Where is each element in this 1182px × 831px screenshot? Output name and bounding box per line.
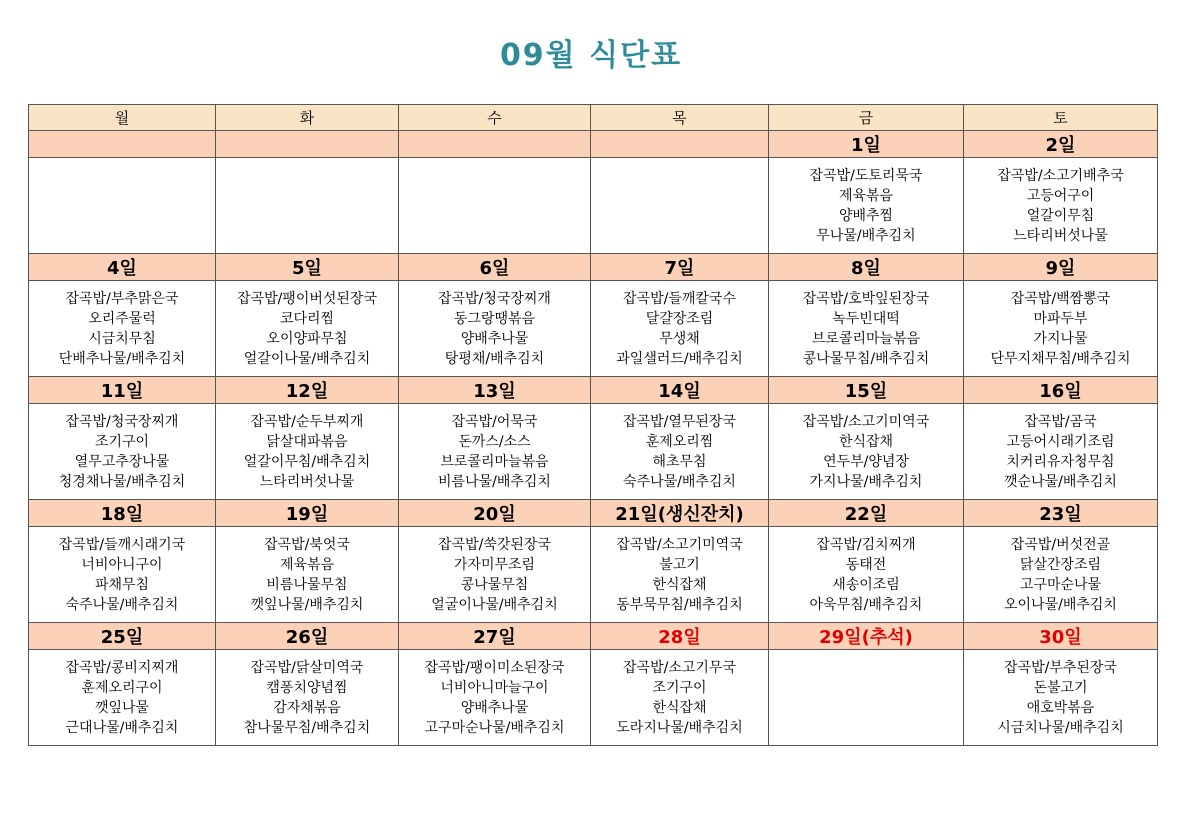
date-cell: 21일(생신잔치)	[591, 500, 769, 527]
menu-item: 조기구이	[94, 433, 150, 450]
menu-cell	[29, 281, 216, 377]
menu-cell	[399, 527, 591, 623]
menu-item: 잡곡밥/부추맑은국	[65, 290, 179, 307]
menu-item: 고구마순나물/배추김치	[424, 719, 565, 736]
menu-item: 얼갈이나물/배추김치	[243, 350, 371, 367]
date-cell: 25일	[29, 623, 216, 650]
menu-item: 잡곡밥/청국장찌개	[438, 290, 551, 307]
menu-row	[29, 158, 1158, 254]
menu-item: 잡곡밥/도토리묵국	[809, 167, 923, 184]
menu-item: 비름나물무침	[266, 576, 348, 593]
menu-item: 제육볶음	[838, 187, 894, 204]
menu-item: 양배추찜	[838, 207, 894, 224]
menu-item: 잡곡밥/닭살미역국	[250, 659, 364, 676]
menu-item: 불고기	[659, 556, 700, 573]
menu-item: 녹두빈대떡	[832, 310, 900, 327]
menu-item: 달걀장조림	[645, 310, 714, 327]
date-cell: 28일	[591, 623, 769, 650]
menu-item: 동그랑땡볶음	[453, 310, 536, 327]
menu-item: 잡곡밥/소고기미역국	[802, 413, 930, 430]
menu-cell	[591, 158, 769, 254]
menu-item: 깻순나물/배추김치	[1004, 473, 1117, 490]
menu-item: 연두부/양념장	[823, 453, 909, 470]
menu-item: 청경채나물/배추김치	[58, 473, 186, 490]
date-cell: 19일	[216, 500, 399, 527]
weekday-header: 토	[964, 105, 1158, 131]
menu-item: 가지나물	[1033, 330, 1088, 347]
date-cell: 9일	[964, 254, 1158, 281]
menu-item: 감자채볶음	[273, 699, 341, 716]
menu-row	[29, 281, 1158, 377]
date-cell: 7일	[591, 254, 769, 281]
page-title: 09월 식단표	[499, 38, 683, 73]
menu-cell	[216, 281, 399, 377]
menu-cell	[769, 404, 964, 500]
menu-item: 한식잡채	[838, 433, 894, 450]
menu-cell	[399, 404, 591, 500]
menu-item: 단배추나물/배추김치	[58, 350, 186, 367]
menu-item: 얼갈이무침/배추김치	[243, 453, 371, 470]
menu-cell	[399, 281, 591, 377]
menu-cell	[216, 404, 399, 500]
menu-item: 훈제오리찜	[645, 433, 714, 450]
menu-item: 코다리찜	[279, 310, 335, 327]
menu-item: 한식잡채	[652, 576, 707, 593]
menu-item: 무생채	[659, 330, 700, 347]
menu-cell	[769, 650, 964, 746]
menu-item: 닭살대파볶음	[266, 433, 348, 450]
menu-item: 오리주물럭	[88, 310, 156, 327]
menu-cell	[964, 281, 1158, 377]
weekday-header: 월	[29, 105, 216, 131]
menu-cell	[399, 158, 591, 254]
menu-cell	[591, 650, 769, 746]
menu-item: 잡곡밥/팽이버섯된장국	[237, 290, 377, 307]
date-row	[29, 254, 1158, 281]
menu-item: 동부묵무침/배추김치	[616, 596, 743, 613]
menu-cell	[29, 650, 216, 746]
weekday-header: 화	[216, 105, 399, 131]
date-row	[29, 623, 1158, 650]
menu-cell	[216, 527, 399, 623]
date-row	[29, 377, 1158, 404]
weekday-header: 금	[769, 105, 964, 131]
menu-item: 고구마순나물	[1019, 576, 1102, 593]
menu-item: 시금치나물/배추김치	[997, 719, 1124, 736]
menu-item: 깻잎나물/배추김치	[250, 596, 364, 613]
menu-item: 잡곡밥/부추된장국	[1004, 659, 1117, 676]
menu-item: 콩나물무침/배추김치	[802, 350, 930, 367]
menu-item: 닭살간장조림	[1019, 556, 1102, 573]
date-cell: 13일	[399, 377, 591, 404]
menu-item: 숙주나물/배추김치	[623, 473, 736, 490]
menu-item: 브로콜리마늘볶음	[811, 330, 921, 347]
date-cell: 22일	[769, 500, 964, 527]
date-cell: 30일	[964, 623, 1158, 650]
menu-item: 도라지나물/배추김치	[616, 719, 743, 736]
date-cell: 27일	[399, 623, 591, 650]
date-cell: 26일	[216, 623, 399, 650]
menu-item: 얼갈이무침	[1026, 207, 1095, 224]
menu-cell	[769, 527, 964, 623]
menu-cell	[964, 158, 1158, 254]
menu-item: 고등어시래기조림	[1006, 433, 1115, 450]
menu-row	[29, 404, 1158, 500]
menu-item: 잡곡밥/순두부찌개	[250, 413, 364, 430]
menu-row	[29, 650, 1158, 746]
menu-item: 브로콜리마늘볶음	[440, 453, 549, 470]
menu-cell	[769, 158, 964, 254]
menu-item: 훈제오리구이	[81, 679, 163, 696]
menu-item: 숙주나물/배추김치	[65, 596, 179, 613]
menu-cell	[399, 650, 591, 746]
menu-item: 비름나물/배추김치	[438, 473, 551, 490]
menu-cell	[29, 527, 216, 623]
menu-table	[28, 104, 1158, 746]
menu-item: 얼굴이나물/배추김치	[431, 596, 558, 613]
date-row	[29, 500, 1158, 527]
weekday-header: 수	[399, 105, 591, 131]
menu-item: 느타리버섯나물	[259, 473, 355, 490]
menu-item: 탕평채/배추김치	[444, 350, 545, 367]
menu-item: 열무고추장나물	[74, 453, 170, 470]
menu-item: 파채무침	[94, 576, 150, 593]
menu-item: 콩나물무침	[460, 576, 529, 593]
menu-cell	[29, 404, 216, 500]
menu-item: 제육볶음	[279, 556, 335, 573]
date-row	[29, 131, 1158, 158]
menu-item: 잡곡밥/쑥갓된장국	[438, 536, 551, 553]
menu-item: 오이나물/배추김치	[1004, 596, 1117, 613]
date-cell: 20일	[399, 500, 591, 527]
weekday-header: 목	[591, 105, 769, 131]
menu-item: 과일샐러드/배추김치	[616, 350, 743, 367]
menu-cell	[591, 281, 769, 377]
menu-item: 잡곡밥/북엇국	[264, 536, 350, 553]
date-cell: 18일	[29, 500, 216, 527]
menu-item: 잡곡밥/곰국	[1024, 413, 1097, 430]
menu-table-body	[29, 105, 1158, 746]
date-cell	[399, 131, 591, 158]
date-cell: 11일	[29, 377, 216, 404]
menu-item: 근대나물/배추김치	[65, 719, 179, 736]
menu-item: 마파두부	[1033, 310, 1088, 327]
menu-item: 애호박볶음	[1026, 699, 1095, 716]
date-cell: 1일	[769, 131, 964, 158]
date-cell	[591, 131, 769, 158]
menu-item: 무나물/배추김치	[816, 227, 916, 244]
menu-cell	[964, 404, 1158, 500]
date-cell	[29, 131, 216, 158]
menu-item: 양배추나물	[460, 330, 529, 347]
date-cell: 15일	[769, 377, 964, 404]
menu-item: 가지나물/배추김치	[809, 473, 923, 490]
menu-cell	[769, 281, 964, 377]
menu-item: 한식잡채	[652, 699, 707, 716]
menu-item: 잡곡밥/버섯전골	[1010, 536, 1111, 553]
menu-cell	[591, 527, 769, 623]
menu-item: 참나물무침/배추김치	[243, 719, 371, 736]
menu-item: 잡곡밥/김치찌개	[816, 536, 916, 553]
menu-item: 잡곡밥/콩비지찌개	[65, 659, 179, 676]
menu-item: 단무지채무침/배추김치	[990, 350, 1131, 367]
date-cell	[216, 131, 399, 158]
menu-item: 동태전	[845, 556, 887, 573]
menu-item: 잡곡밥/팽이미소된장국	[424, 659, 565, 676]
menu-cell	[216, 650, 399, 746]
menu-item: 캠퐁치양념찜	[266, 679, 348, 696]
menu-item: 너비아니구이	[81, 556, 163, 573]
menu-item: 조기구이	[652, 679, 707, 696]
menu-item: 가자미무조림	[453, 556, 536, 573]
menu-item: 느타리버섯나물	[1013, 227, 1108, 244]
menu-item: 오이양파무침	[266, 330, 348, 347]
menu-item: 새송이조림	[832, 576, 900, 593]
date-cell: 4일	[29, 254, 216, 281]
menu-cell	[964, 527, 1158, 623]
date-cell: 2일	[964, 131, 1158, 158]
menu-item: 고등어구이	[1026, 187, 1095, 204]
date-cell: 23일	[964, 500, 1158, 527]
date-cell: 16일	[964, 377, 1158, 404]
menu-cell	[591, 404, 769, 500]
menu-item: 시금치무침	[88, 330, 156, 347]
menu-item: 아욱무침/배추김치	[809, 596, 923, 613]
menu-item: 잡곡밥/어묵국	[451, 413, 538, 430]
menu-item: 잡곡밥/호박잎된장국	[802, 290, 930, 307]
menu-cell	[964, 650, 1158, 746]
menu-item: 잡곡밥/소고기배추국	[997, 167, 1124, 184]
menu-item: 돈불고기	[1033, 679, 1088, 696]
menu-item: 너비아니마늘구이	[440, 679, 549, 696]
menu-item: 잡곡밥/들깨시래기국	[58, 536, 186, 553]
menu-row	[29, 527, 1158, 623]
menu-item: 잡곡밥/소고기무국	[623, 659, 736, 676]
menu-item: 잡곡밥/백짬뽕국	[1010, 290, 1111, 307]
date-cell: 5일	[216, 254, 399, 281]
menu-cell	[29, 158, 216, 254]
date-cell: 8일	[769, 254, 964, 281]
date-cell: 12일	[216, 377, 399, 404]
menu-item: 해초무침	[652, 453, 707, 470]
menu-item: 양배추나물	[460, 699, 529, 716]
menu-item: 치커리유자청무침	[1006, 453, 1115, 470]
date-cell: 6일	[399, 254, 591, 281]
date-cell: 29일(추석)	[769, 623, 964, 650]
menu-item: 깻잎나물	[94, 699, 150, 716]
menu-item: 잡곡밥/들깨칼국수	[623, 290, 736, 307]
menu-item: 잡곡밥/소고기미역국	[616, 536, 743, 553]
menu-item: 잡곡밥/열무된장국	[623, 413, 736, 430]
date-cell: 14일	[591, 377, 769, 404]
menu-item: 잡곡밥/청국장찌개	[65, 413, 179, 430]
weekday-header-row	[29, 105, 1158, 131]
menu-cell	[216, 158, 399, 254]
menu-item: 돈까스/소스	[458, 433, 531, 450]
